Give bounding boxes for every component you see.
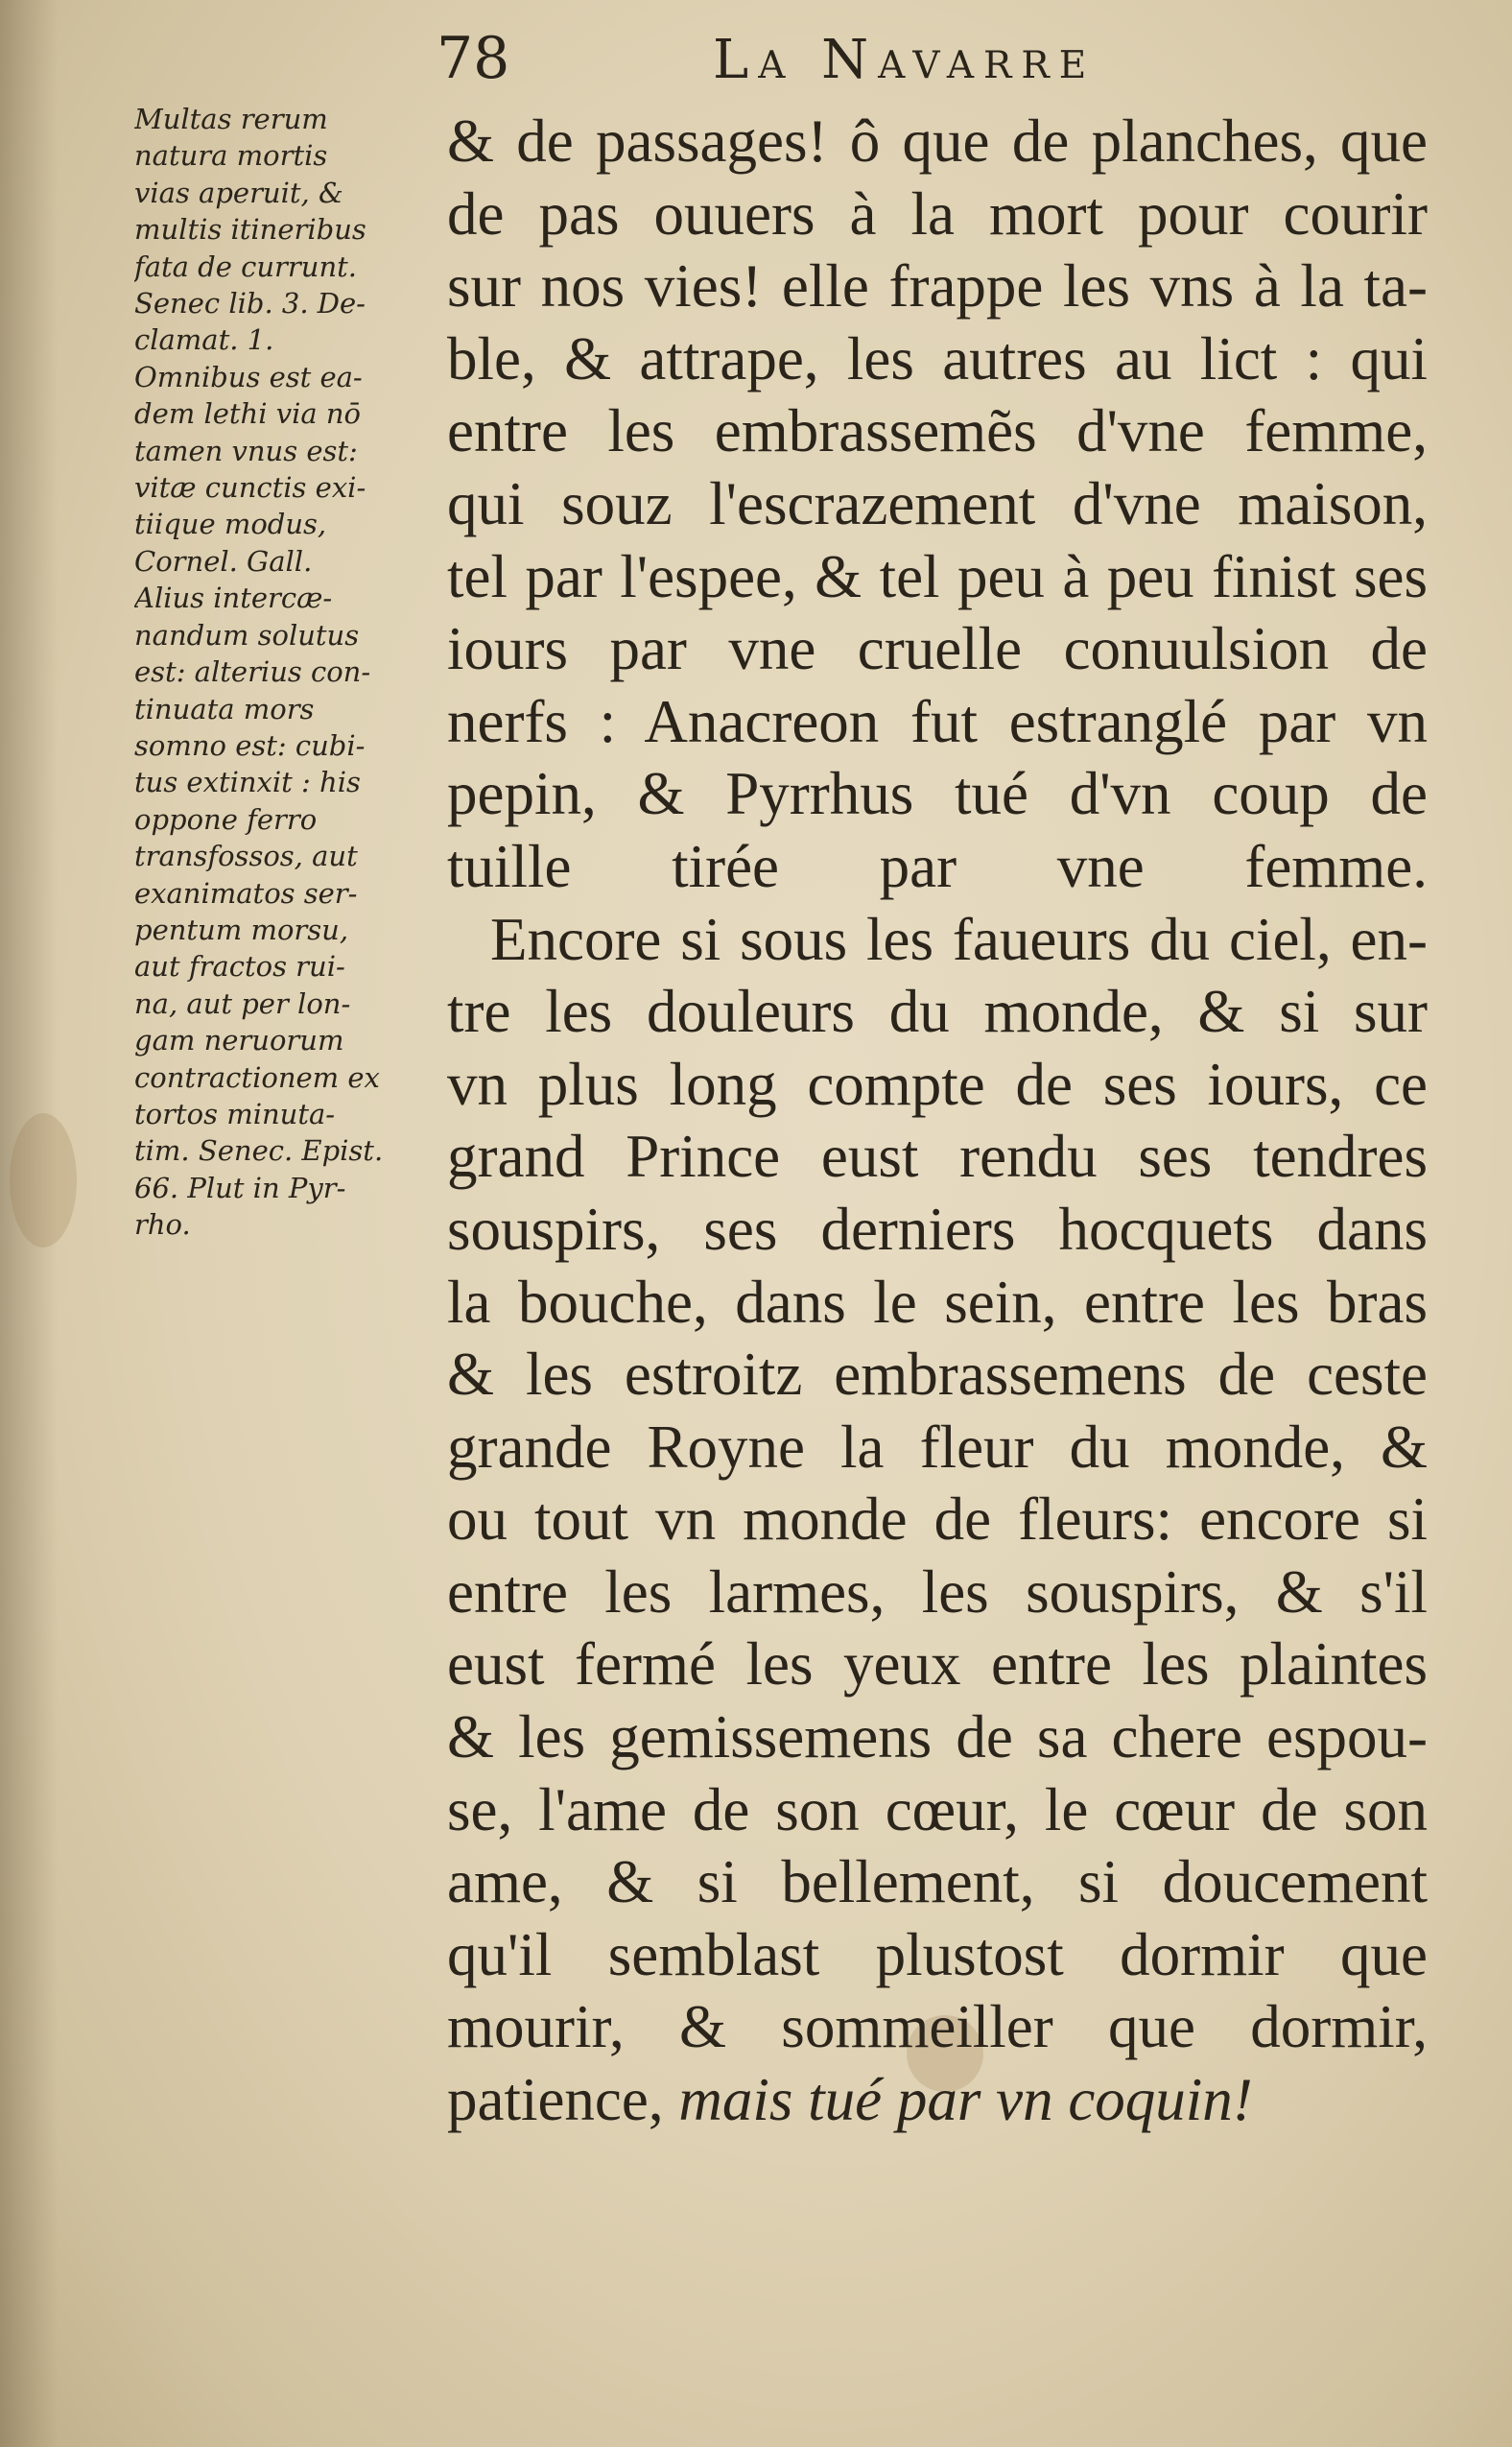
marginal-note-line: contractionem ex — [134, 1060, 380, 1094]
marginal-note-line: tortos minuta- — [134, 1097, 336, 1130]
marginal-note-line: vitæ cunctis exi- — [134, 471, 366, 505]
text-line: & les estroitz embrassemens de ceste — [447, 1341, 1428, 1409]
marginal-note-line: tus extinxit : his — [134, 766, 361, 799]
marginal-note-line: tinuata mors — [134, 692, 315, 725]
marginal-note-line: pentum morsu, — [134, 913, 349, 946]
marginal-notes — [134, 101, 451, 1244]
text-line: ou tout vn monde de fleurs: encore si — [447, 1485, 1428, 1554]
text-line: ble, & attrape, les autres au lict : qui — [447, 324, 1428, 392]
text-line: de pas ouuers à la mort pour courir — [447, 179, 1428, 248]
text-line: grand Prince eust rendu ses tendres — [447, 1123, 1428, 1191]
text-line: Encore si sous les faueurs du ciel, en- — [490, 905, 1428, 973]
marginal-note-line: Alius intercæ- — [134, 582, 333, 615]
text-line: eust fermé les yeux entre les plaintes — [447, 1630, 1428, 1699]
marginal-note-line: transfossos, aut — [134, 840, 358, 873]
text-line: mourir, & sommeiller que dormir, — [447, 1993, 1428, 2061]
text-line: tuille tirée par vne femme. — [447, 832, 1428, 900]
running-head: La Navarre — [713, 29, 1097, 91]
text-line: vn plus long compte de ses iours, ce — [447, 1050, 1428, 1118]
marginal-note-line: Multas rerum — [134, 103, 328, 135]
text-line-final — [447, 2064, 1428, 2137]
marginal-note-line: rho. — [134, 1208, 191, 1242]
marginal-note-line: fata de currunt. — [134, 249, 357, 283]
marginal-note-line: nandum solutus — [134, 618, 360, 652]
text-line: ame, & si bellement, si doucement — [447, 1848, 1428, 1916]
text-line: & de passages! ô que de planches, que — [447, 107, 1428, 175]
marginal-note-line: exanimatos ser- — [134, 876, 358, 910]
page-number: 78 — [437, 25, 510, 92]
text-line: grande Royne la fleur du monde, & — [447, 1413, 1428, 1481]
foxing-stain — [10, 1113, 77, 1247]
text-line: la bouche, dans le sein, entre les bras — [447, 1268, 1428, 1336]
marginal-note-line: tamen vnus est: — [134, 434, 358, 467]
marginal-note-line: tiique modus, — [134, 508, 327, 541]
marginal-note-line: Senec lib. 3. De- — [134, 287, 366, 321]
marginal-note-line: vias aperuit, & — [134, 176, 343, 209]
text-line: se, l'ame de son cœur, le cœur de son — [447, 1775, 1428, 1843]
main-text — [447, 106, 1428, 2137]
marginal-note-line: Omnibus est ea- — [134, 360, 363, 393]
marginal-note-line: est: alterius con- — [134, 655, 371, 689]
marginal-note-line: multis itineribus — [134, 213, 366, 247]
text-line: qui souz l'escrazement d'vne maison, — [447, 469, 1428, 537]
text-line: nerfs : Anacreon fut estranglé par vn — [447, 687, 1428, 755]
marginal-note-line: gam neruorum — [134, 1024, 344, 1057]
marginal-note-line: oppone ferro — [134, 802, 318, 836]
text-line: souspirs, ses derniers hocquets dans — [447, 1195, 1428, 1263]
marginal-note-line: aut fractos rui- — [134, 950, 345, 984]
text-line: qu'il semblast plustost dormir que — [447, 1920, 1428, 1988]
marginal-note-line: 66. Plut in Pyr- — [134, 1171, 346, 1204]
marginal-note-line: natura mortis — [134, 139, 328, 173]
text-line: entre les larmes, les souspirs, & s'il — [447, 1557, 1428, 1626]
text-line: & les gemissemens de sa chere espou- — [447, 1703, 1428, 1771]
marginal-note-line: dem lethi via nō — [134, 397, 362, 431]
text-line: sur nos vies! elle frappe les vns à la ta- — [447, 252, 1428, 321]
final-italic-text: mais tué par vn coquin! — [663, 2066, 1253, 2134]
final-roman-text: patience, — [447, 2066, 664, 2134]
text-line: entre les embrassemẽs d'vne femme, — [447, 397, 1428, 465]
marginal-note-line: tim. Senec. Epist. — [134, 1134, 384, 1168]
text-line: tre les douleurs du monde, & si sur — [447, 978, 1428, 1046]
marginal-note-line: na, aut per lon- — [134, 986, 351, 1020]
text-line: tel par l'espee, & tel peu à peu finist ses — [447, 542, 1428, 610]
text-line: pepin, & Pyrrhus tué d'vn coup de — [447, 760, 1428, 828]
page-header — [437, 19, 1204, 96]
marginal-note-line: Cornel. Gall. — [134, 544, 313, 578]
marginal-note-line: somno est: cubi- — [134, 728, 366, 762]
marginal-note-line: clamat. 1. — [134, 323, 274, 357]
text-line: iours par vne cruelle conuulsion de — [447, 615, 1428, 683]
